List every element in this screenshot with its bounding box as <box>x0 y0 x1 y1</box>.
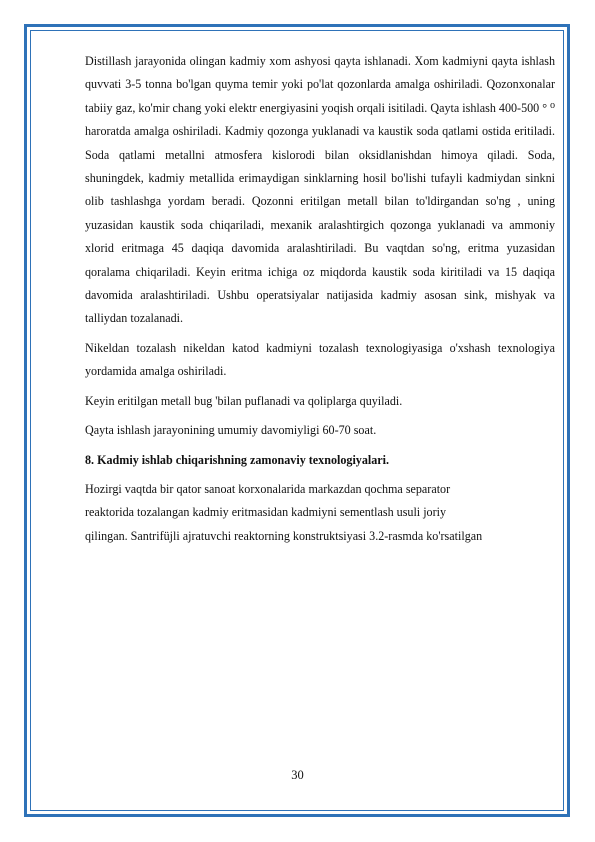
paragraph-refining-process: Distillash jarayonida olingan kadmiy xom ashyosi qayta ishlanadi. Xom kadmiyni qayta ishlash quvvati 3-5 tonna bo'lgan quyma temir yoki po'lat qozonlarda amalga oshiriladi. Qozonxonalar tabiiy gaz, ko'mir chang yoki elektr energiyasini yoqish orqali isitiladi. Qayta ishlash 400-500 ° ⁰ haroratda amalga oshiriladi. Kadmiy qozonga yuklanadi va kaustik soda qatlami ostida eritiladi. Soda qatlami metallni atmosfera kislorodi bilan oksidlanishdan himoya qiladi. Soda, shuningdek, kadmiy metallida erimaydigan sinklarning hosil bo'lishi tufayli kadmiydan sinkni olib tashlashga yordam beradi. Qozonni eritilgan metall bilan to'ldirgandan so'ng , uning yuzasidan kaustik soda chiqariladi, mexanik aralashtirgich qozonga yuklanadi va ammoniy xlorid eritmaga 45 daqiqa davomida aralashtiriladi. Bu vaqtdan so'ng, eritma yuzasidan qoralama chiqariladi. Keyin eritma ichiga oz miqdorda kaustik soda kiritiladi va 15 daqiqa davomida aralashtiriladi. Ushbu operatsiyalar natijasida kadmiy asosan sink, mishyak va talliydan tozalanadi. <box>85 54 555 326</box>
text-line: qilingan. Santrifüjli ajratuvchi reaktorning konstruktsiyasi 3.2-rasmda ko'rsatilgan <box>85 528 483 543</box>
text-line: reaktorida tozalangan kadmiy eritmasidan kadmiyni sementlash usuli joriy <box>85 505 447 520</box>
paragraph-duration: Qayta ishlash jarayonining umumiy davomiyligi 60-70 soat. <box>85 423 377 438</box>
paragraph-nickel-removal: Nikeldan tozalash nikeldan katod kadmiyni tozalash texnologiyasiga o'xshash texnologiya yordamida amalga oshiriladi. <box>85 340 555 379</box>
paragraph-modern-technologies <box>85 478 555 548</box>
section-heading: 8. Kadmiy ishlab chiqarishning zamonaviy texnologiyalari. <box>85 452 390 467</box>
page-number: 30 <box>291 768 304 782</box>
paragraph-casting: Keyin eritilgan metall bug 'bilan puflanadi va qoliplarga quyiladi. <box>85 393 403 408</box>
page-content <box>85 50 555 554</box>
text-line: Hozirgi vaqtda bir qator sanoat korxonalarida markazdan qochma separator <box>85 481 451 496</box>
